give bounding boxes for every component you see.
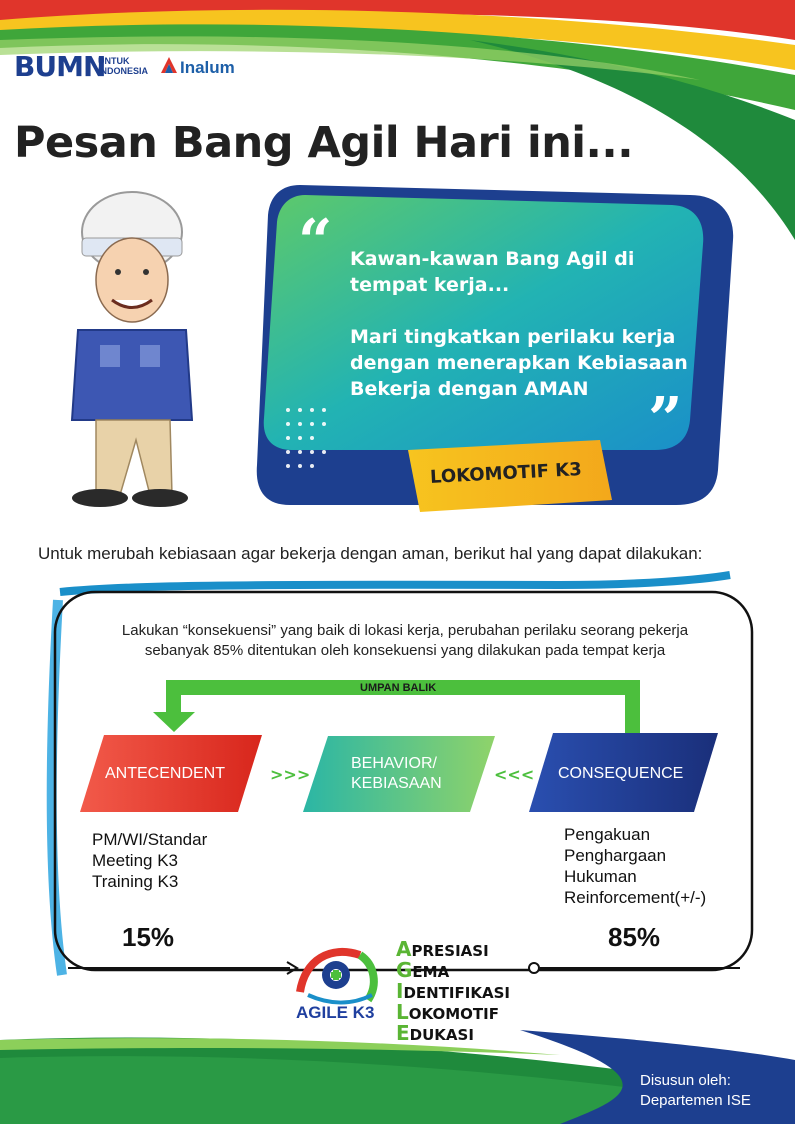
bumn-tagline: UNTUK INDONESIA [98,56,149,76]
footer-line-1: Disusun oleh: [640,1072,731,1089]
list-item: Hukuman [564,867,637,886]
acronym-row: IDENTIFIKASI [396,979,510,1003]
behavior-line-2: KEBIASAAN [351,775,442,792]
antecedent-list [92,829,207,892]
box-description [85,621,725,661]
agile-acronym [396,937,510,1045]
box-line-1: Lakukan “konsekuensi” yang baik di lokasi kerja, perubahan perilaku seorang pekerja [121,622,689,639]
quote-line-1: Kawan-kawan Bang Agil di tempat kerja... [350,248,635,296]
acronym-row: EDUKASI [396,1021,474,1045]
consequence-label: CONSEQUENCE [558,765,684,782]
antecedent-percent: 15% [122,922,175,952]
list-item: Penghargaan [564,846,667,865]
svg-text:<<<: <<< [494,765,535,784]
lokomotif-badge: LOKOMOTIF K3 [429,459,583,488]
agile-logo [300,952,374,1003]
agile-title: AGILE K3 [296,1003,375,1022]
box-line-2: sebanyak 85% ditentukan oleh konsekuensi yang dilakukan pada tempat kerja [144,642,666,659]
quote-text [350,246,690,402]
antecedent-label: ANTECENDENT [105,765,226,782]
character-illustration [72,192,192,507]
acronym-row: GEMA [396,958,450,982]
behavior-line-1: BEHAVIOR/ [351,755,437,772]
intro-text: Untuk merubah kebiasaan agar bekerja dengan aman, berikut hal yang dapat dilakukan: [38,544,703,563]
list-item: Training K3 [92,872,179,891]
inalum-logo: Inalum [180,58,235,77]
consequence-list [564,824,706,908]
footer-credit [640,1071,751,1111]
feedback-label: UMPAN BALIK [360,682,437,694]
consequence-percent: 85% [608,922,661,952]
behavior-label [351,754,442,794]
close-quote-icon: ” [648,385,683,455]
list-item: PM/WI/Standar [92,830,208,849]
acronym-row: APRESIASI [396,937,489,961]
page-title: Pesan Bang Agil Hari ini... [14,118,634,168]
svg-text:>>>: >>> [270,765,311,784]
bumn-logo: BUMN [14,50,106,83]
footer-line-2: Departemen ISE [640,1092,751,1109]
list-item: Pengakuan [564,825,651,844]
acronym-row: LOKOMOTIF [396,1000,499,1024]
inalum-icon [160,56,178,79]
open-quote-icon: “ [298,207,333,277]
quote-line-2: Mari tingkatkan perilaku kerja dengan menerapkan Kebiasaan Bekerja dengan AMAN [350,326,688,400]
list-item: Reinforcement(+/-) [564,888,707,907]
list-item: Meeting K3 [92,851,178,870]
